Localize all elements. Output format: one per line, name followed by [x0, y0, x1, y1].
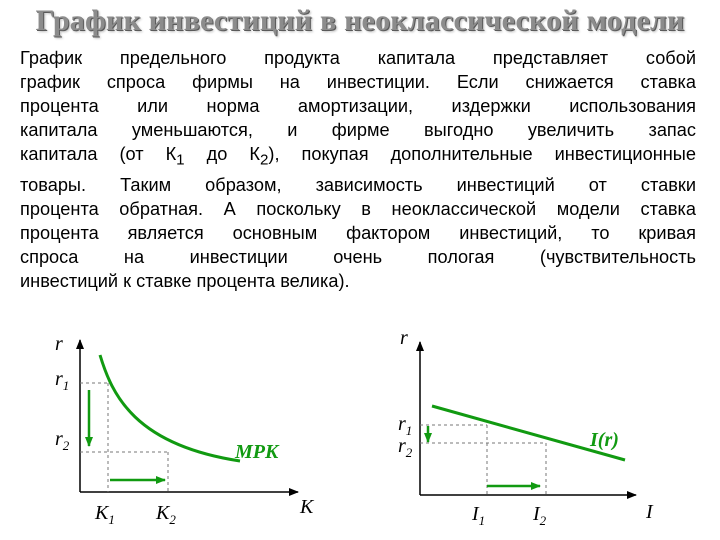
- text-line: капитала уменьшаются, и фирме выгодно увеличить запас: [20, 120, 696, 140]
- subscript: 1: [62, 378, 70, 393]
- text-line: процента является основным фактором инвестиций, то кривая: [20, 222, 696, 243]
- subscript: 1: [108, 512, 115, 527]
- right-r2-label: [398, 435, 413, 460]
- text-fragment: ), покупая дополнительные инвестиционные: [268, 144, 696, 164]
- subscript: 1: [405, 423, 413, 438]
- right-graph: [398, 327, 654, 528]
- i-letter: I: [533, 503, 540, 525]
- subscript: 2: [62, 438, 70, 453]
- r-letter: r: [55, 368, 63, 390]
- text-line: График предельного продукта капитала представляет собой: [20, 48, 696, 68]
- left-r2-label: [55, 428, 70, 453]
- text-line: процента обратная. А поскольку в неоклассической модели ставка: [20, 198, 696, 219]
- subscript: 2: [259, 151, 269, 169]
- r-letter: r: [398, 413, 406, 435]
- k-letter: K: [95, 502, 109, 524]
- left-x-axis-label: K: [300, 496, 314, 518]
- i-letter: I: [472, 503, 479, 525]
- left-k2-label: [155, 502, 176, 527]
- subscript: 2: [405, 445, 413, 460]
- right-i2-label: [532, 503, 547, 528]
- text-line: инвестиций к ставке процента велика).: [20, 270, 350, 291]
- subscript: 1: [176, 151, 185, 169]
- text-line: спроса на инвестиции очень пологая (чувствительность: [20, 246, 696, 267]
- text-line: процента или норма амортизации, издержки использования: [20, 96, 696, 116]
- subscript: 2: [169, 512, 176, 527]
- r-letter: r: [398, 435, 406, 457]
- subscript: 2: [539, 513, 547, 528]
- subscript: 1: [478, 513, 486, 528]
- left-graph: [55, 333, 315, 527]
- mpk-curve-label: MPK: [235, 441, 279, 463]
- left-y-axis-label: r: [55, 333, 63, 355]
- left-r1-label: [55, 368, 69, 393]
- r-letter: r: [55, 428, 63, 450]
- k-letter: K: [156, 502, 170, 524]
- text-fragment: до К: [184, 144, 260, 164]
- text-line: график спроса фирмы на инвестиции. Если снижается ставка: [20, 72, 696, 92]
- text-line: товары. Таким образом, зависимость инвестиций от ставки: [20, 174, 696, 195]
- left-k1-label: [94, 502, 115, 527]
- text-fragment: капитала (от К: [20, 144, 177, 164]
- slide-title: График инвестиций в неоклассической модели: [35, 4, 685, 37]
- right-x-axis-label: I: [646, 501, 653, 523]
- right-y-axis-label: r: [400, 327, 408, 349]
- mpk-curve: [100, 355, 240, 461]
- investment-curve-label: I(r): [590, 429, 619, 451]
- right-i1-label: [471, 503, 485, 528]
